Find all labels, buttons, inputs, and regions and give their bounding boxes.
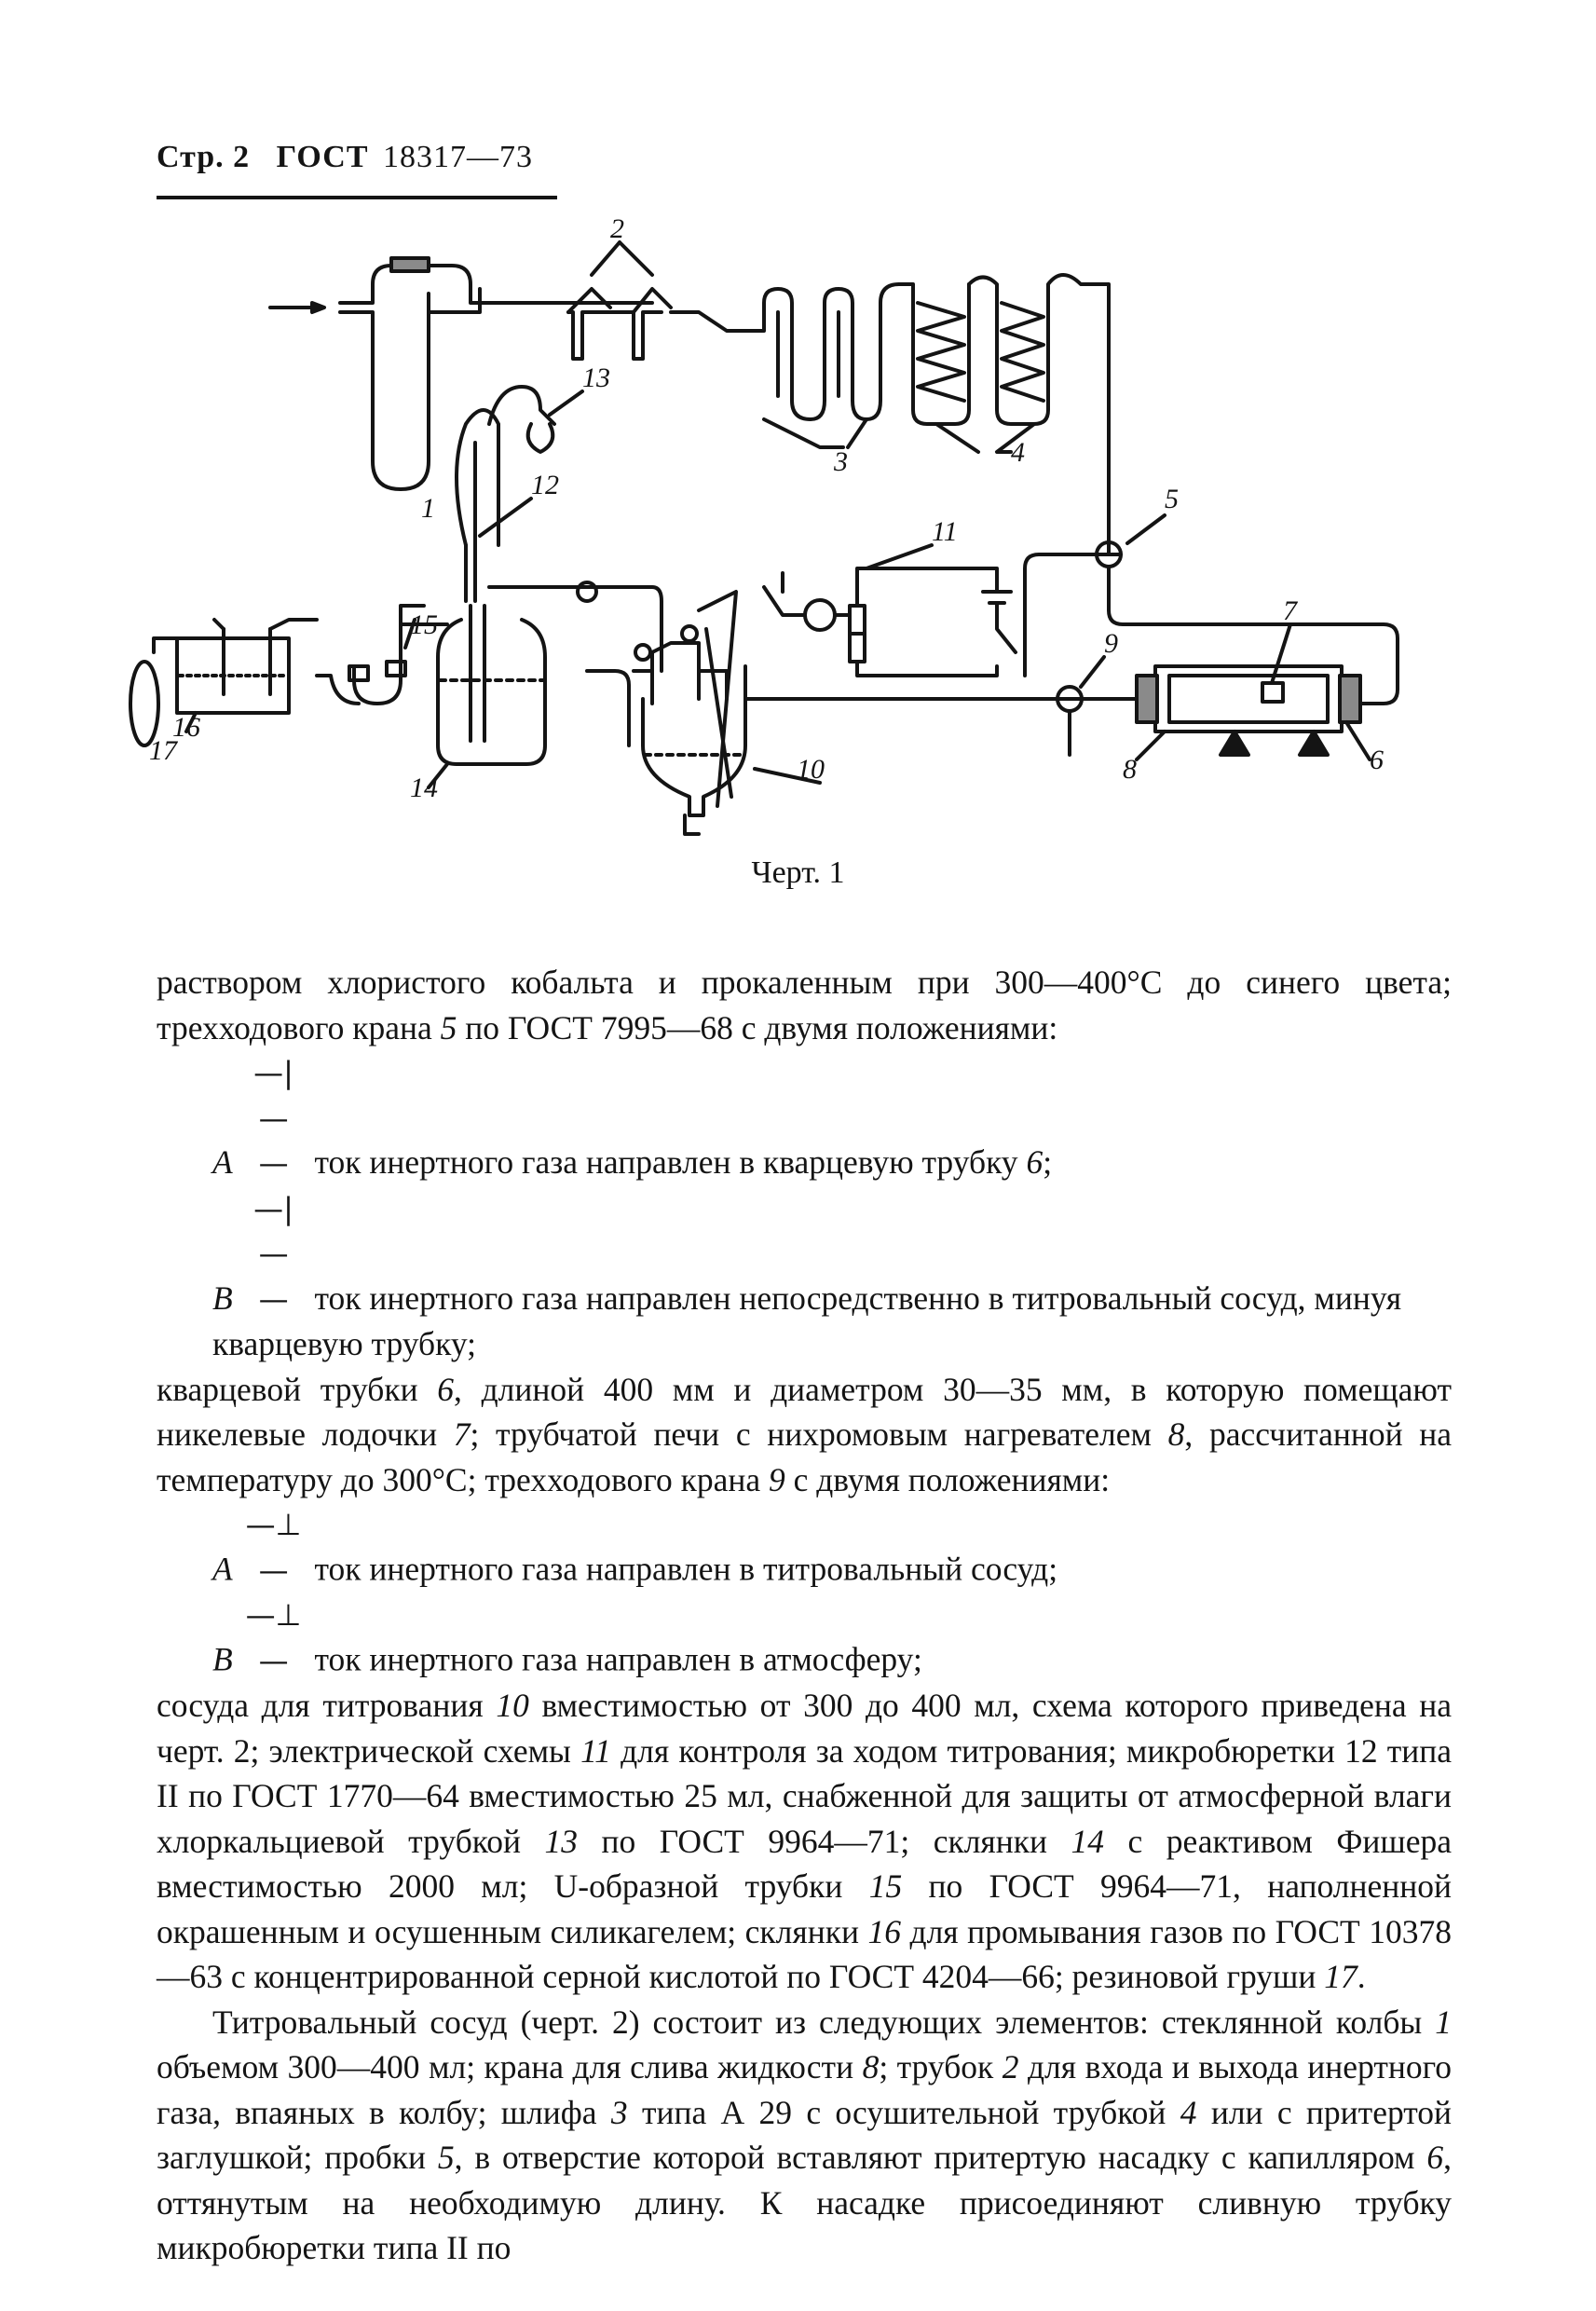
page-number: Стр. 2 [157, 140, 251, 174]
label-3: 3 [834, 446, 848, 477]
rubber-bulb-17 [130, 638, 177, 745]
paragraph-4: Титровальный сосуд (черт. 2) состоит из следующих элементов: стеклянной колбы 1 объемом 300—400 мл; крана для слива жидкости 8; трубок 2 для входа и выхода инертного газа, впаяных в колбу; шлифа 3 типа А 29 с осушительной трубкой 4 или с притертой заглушкой; пробки 5, в отверстие которой вставляют притертую насадку с капилляром 6, оттянутым на необходимую длину. К насадке присоединяют сливную трубку микробюретки типа II по [157, 2003, 1453, 2266]
label-7: 7 [1283, 595, 1297, 626]
paragraph-1: раствором хлористого кобальта и прокаленным при 300—400°С до синего цвета; трехходового крана 5 по ГОСТ 7995—68 с двумя положениями: [157, 964, 1452, 1046]
position-a-valve-9: А —⊥— ток инертного газа направлен в титровальный сосуд; [212, 1507, 1058, 1588]
standard-number: 18317—73 [383, 140, 534, 174]
label-15: 15 [410, 609, 438, 640]
label-8: 8 [1123, 754, 1137, 785]
inlet-arrow [270, 303, 324, 312]
titration-vessel-10 [587, 592, 820, 834]
label-16: 16 [172, 712, 200, 743]
paragraph-2: кварцевой трубки 6, длиной 400 мм и диаметром 30—35 мм, в которую помещают никелевые лодочки 7; трубчатой печи с нихромовым нагревателем 8, рассчитанной на температуру до 300°С; трехходового крана 9 с двумя положениями: [157, 1370, 1453, 1498]
microburette-12 [457, 387, 582, 601]
position-b-valve-9: В —⊥— ток инертного газа направлен в атмосферу; [212, 1597, 922, 1678]
label-6: 6 [1370, 745, 1384, 775]
label-1: 1 [421, 493, 435, 524]
paragraph-3: сосуда для титрования 10 вместимостью от 300 до 400 мл, схема которого приведена на черт. 2; электрической схемы 11 для контроля за ходом титрования; микробюретки 12 типа II по ГОСТ 1770—64 вместимостью 25 мл, снабженной для защиты от атмосферной влаги хлоркальциевой трубкой 13 по ГОСТ 9964—71; склянки 14 с реактивом Фишера вместимостью 2000 мл; U-образной трубки 15 по ГОСТ 9964—71, наполненной окрашенным и осушенным силикагелем; склянки 16 для промывания газов по ГОСТ 10378—63 с концентрированной серной кислотой по ГОСТ 4204—66; резиновой груши 17. [157, 1687, 1453, 1995]
label-5: 5 [1165, 484, 1179, 514]
u-tube-15 [317, 620, 415, 704]
position-b-valve-5: В —|— — ток инертного газа направлен непосредственно в титровальный сосуд, минуя кварцевую трубку; [212, 1190, 1402, 1362]
label-9: 9 [1104, 628, 1118, 659]
apparatus-diagram [149, 213, 1435, 853]
quartz-tube-and-furnace [1137, 624, 1370, 759]
stopcocks-2 [568, 242, 745, 359]
standard-name: ГОСТ [276, 140, 369, 174]
label-11: 11 [932, 516, 958, 547]
label-12: 12 [531, 470, 559, 500]
label-13: 13 [582, 362, 610, 393]
label-4: 4 [1011, 437, 1025, 468]
label-14: 14 [410, 773, 438, 803]
figure-caption: Черт. 1 [751, 855, 845, 890]
header-rule [157, 196, 557, 199]
label-17: 17 [149, 735, 177, 766]
body-text [157, 960, 1452, 2271]
electrical-circuit-11 [764, 545, 1016, 676]
spiral-coolers-4 [899, 275, 1109, 554]
label-2: 2 [610, 213, 624, 244]
u-tubes-3 [745, 284, 899, 447]
position-a-valve-5: А —|— — ток инертного газа направлен в кварцевую трубку 6; [212, 1055, 1053, 1181]
reagent-bottle-14 [401, 582, 662, 787]
page-header [157, 140, 533, 175]
three-way-valve-9 [769, 657, 1137, 755]
label-10: 10 [797, 754, 825, 785]
